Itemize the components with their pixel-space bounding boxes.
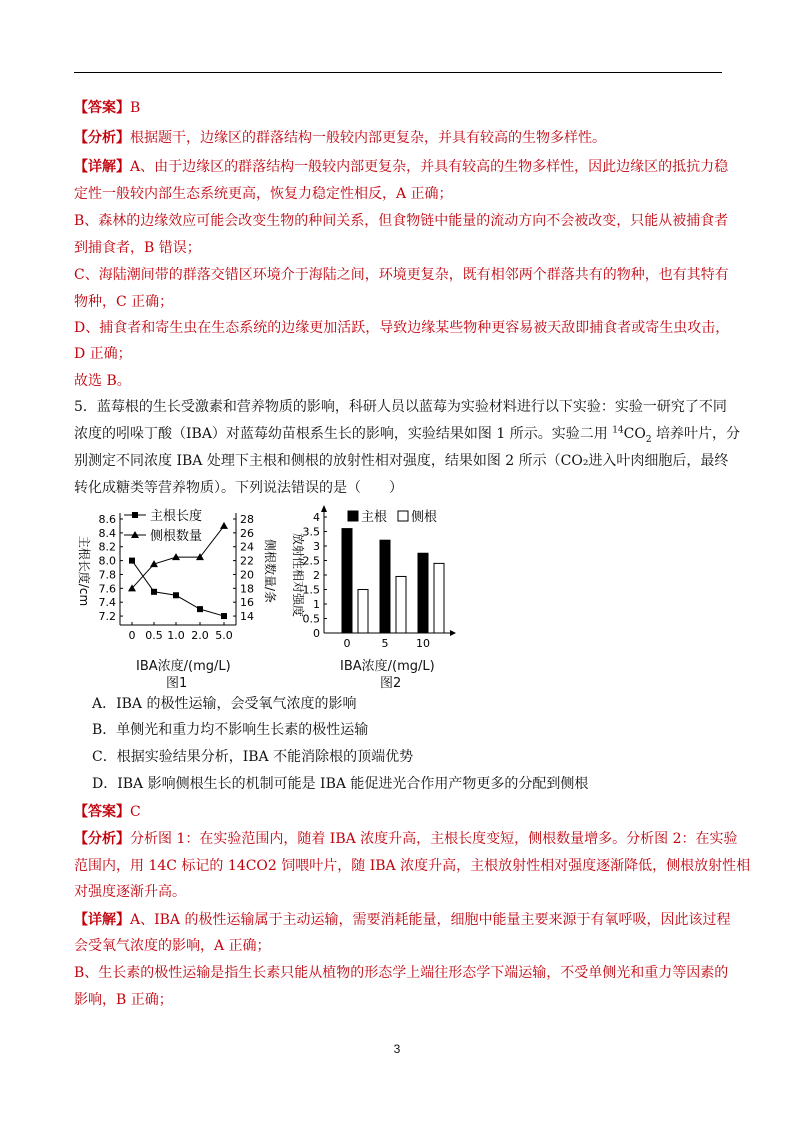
fig2-y-tick-label: 2.5 <box>302 554 320 568</box>
fig2-y-tick-label: 0 <box>313 627 320 640</box>
figure-2-caption: 图2 <box>380 676 402 691</box>
fig1-right-tick-label: 14 <box>240 610 254 624</box>
fig2-x-tick-label: 0 <box>343 637 351 650</box>
fig1-left-tick-label: 8.6 <box>98 513 116 526</box>
option-a: A．IBA 的极性运输，会受氧气浓度的影响 <box>92 696 357 712</box>
fig1-x-tick-label: 1.0 <box>167 629 185 642</box>
fig1-x-tick-label: 0 <box>128 629 136 642</box>
header-rule <box>74 72 722 73</box>
fig1-left-tick-label: 8.0 <box>98 554 116 568</box>
fig2-bar-main-root <box>342 529 352 633</box>
fig1-right-tick-label: 24 <box>240 540 254 554</box>
answer-tag: 【答案】 <box>74 100 130 116</box>
fig2-legend-swatch-main <box>348 511 358 521</box>
q4-detail-line-8: 故选 B。 <box>74 373 131 389</box>
fig2-y-tick-label: 4 <box>313 511 320 524</box>
q4-detail-line-4: C、海陆潮间带的群落交错区环境介于海陆之间，环境更复杂，既有相邻两个群落共有的物种，也有其特有 <box>74 267 729 283</box>
fig1-x-tick-label: 0.5 <box>145 629 163 642</box>
q5-detail-line-3: 影响，B 正确； <box>74 992 173 1008</box>
fig1-right-tick-label: 22 <box>240 554 254 568</box>
figure-2-bar-chart <box>282 505 462 657</box>
fig2-y-axis-title: 放射性相对强度 <box>291 532 305 618</box>
fig1-left-axis-title: 主根长度/cm <box>77 535 91 607</box>
q5-stem-line-4: 转化成糖类等营养物质）。下列说法错误的是（ ） <box>74 480 403 496</box>
fig1-x-tick-label: 5.0 <box>215 629 233 642</box>
fig1-right-tick-label: 18 <box>240 582 254 596</box>
fig1-point-lateral-root <box>220 522 228 529</box>
q5-stem-line-2: 浓度的吲哚丁酸（IBA）对蓝莓幼苗根系生长的影响，实验结果如图 1 所示。实验二用 $^{14}CO_2$ 培养叶片，分 <box>74 425 741 445</box>
fig2-y-axis-arrow <box>321 505 327 512</box>
option-d: D．IBA 影响侧根生长的机制可能是 IBA 能促进光合作用产物更多的分配到侧根 <box>92 776 589 792</box>
q4-detail-line-7: D 正确； <box>74 346 132 362</box>
fig1-x-tick-label: 2.0 <box>191 629 209 642</box>
analysis-text: 根据题干，边缘区的群落结构一般较内部更复杂，并具有较高的生物多样性。 <box>130 130 606 146</box>
fig2-y-tick-label: 3.5 <box>302 525 320 539</box>
q5-detail-line-1: 会受氧气浓度的影响，A 正确； <box>74 938 271 954</box>
fig2-x-axis-arrow <box>450 630 456 636</box>
fig2-y-tick-label: 1.5 <box>302 583 320 597</box>
q4-detail-line-5: 物种，C 正确； <box>74 294 174 310</box>
fig1-left-tick-label: 8.4 <box>98 526 116 540</box>
fig1-series-main-root-line <box>132 561 224 616</box>
option-b: B．单侧光和重力均不影响生长素的极性运输 <box>92 722 369 738</box>
fig2-bar-main-root <box>418 553 428 633</box>
q5-analysis-line-2: 对强度逐渐升高。 <box>74 884 186 900</box>
q4-answer-line <box>74 98 722 118</box>
q4-detail-line-1: 定性一般较内部生态系统更高，恢复力稳定性相反，A 正确； <box>74 186 453 202</box>
figure-1-caption: 图1 <box>166 676 188 691</box>
q4-detail-line-6: D、捕食者和寄生虫在生态系统的边缘更加活跃，导致边缘某些物种更容易被天敌即捕食者或寄生虫攻击， <box>74 320 730 336</box>
fig2-y-tick-label: 1 <box>313 598 320 611</box>
q5-stem-line-3: 别测定不同浓度 IBA 处理下主根和侧根的放射性相对强度，结果如图 2 所示（CO₂进入叶肉细胞后，最终 <box>74 453 729 469</box>
fig1-left-tick-label: 7.2 <box>98 610 116 624</box>
figure-1-xlabel: IBA浓度/(mg/L) <box>136 659 231 674</box>
fig1-legend-label-lateral: 侧根数量 <box>150 529 203 544</box>
fig1-point-main-root <box>151 589 157 595</box>
q4-detail-line-2: B、森林的边缘效应可能会改变生物的种间关系，但食物链中能量的流动方向不会被改变，只能从被捕食者 <box>74 213 729 229</box>
q5-detail-line-2: B、生长素的极性运输是指生长素只能从植物的形态学上端往形态学下端运输，不受单侧光和重力等因素的 <box>74 965 729 981</box>
detail-tag: 【详解】 <box>74 159 130 175</box>
q4-detail-line-0: 【详解】A、由于边缘区的群落结构一般较内部更复杂，并具有较高的生物多样性，因此边缘区的抵抗力稳 <box>74 159 729 175</box>
fig1-point-main-root <box>173 592 179 598</box>
fig2-y-tick-label: 3 <box>313 540 320 553</box>
fig1-point-main-root <box>129 558 135 564</box>
fig1-right-axis-title: 侧根数量/条 <box>263 538 277 604</box>
fig2-y-tick-label: 2 <box>313 569 320 582</box>
fig1-point-main-root <box>197 606 203 612</box>
q5-analysis-line-0: 【分析】分析图 1：在实验范围内，随着 IBA 浓度升高，主根长度变短，侧根数量增多。分析图 2：在实验 <box>74 831 738 847</box>
option-c: C．根据实验结果分析，IBA 不能消除根的顶端优势 <box>92 749 414 765</box>
fig1-right-tick-label: 16 <box>240 596 254 610</box>
fig2-bar-lateral-root <box>434 563 444 633</box>
answer-value: B <box>130 100 141 116</box>
q5-detail-line-0: 【详解】A、IBA 的极性运输属于主动运输，需要消耗能量，细胞中能量主要来源于有氧呼吸，因此该过程 <box>74 912 731 928</box>
fig2-x-tick-label: 10 <box>416 637 430 650</box>
page-number: 3 <box>393 1042 401 1056</box>
fig1-right-tick-label: 20 <box>240 568 254 582</box>
fig1-left-tick-label: 8.2 <box>98 540 116 554</box>
q4-analysis-line <box>74 128 722 148</box>
fig1-right-tick-label: 28 <box>240 513 254 526</box>
fig1-legend-marker-main <box>132 512 138 518</box>
fig2-legend-swatch-lateral <box>398 511 408 521</box>
fig2-legend-label-lateral: 侧根 <box>411 510 438 525</box>
fig2-x-tick-label: 5 <box>381 637 389 650</box>
fig1-legend-label-main: 主根长度 <box>150 509 203 524</box>
fig1-left-tick-label: 7.4 <box>98 596 116 610</box>
q5-answer-line: 【答案】C <box>74 804 141 820</box>
analysis-tag: 【分析】 <box>74 130 130 146</box>
fig2-bar-main-root <box>380 540 390 633</box>
fig2-bar-lateral-root <box>396 576 406 633</box>
figure-1-line-chart <box>74 505 277 657</box>
figure-2-xlabel: IBA浓度/(mg/L) <box>340 659 435 674</box>
fig2-legend-label-main: 主根 <box>361 510 388 525</box>
fig2-bar-lateral-root <box>358 590 368 634</box>
q5-analysis-line-1: 范围内，用 14C 标记的 14CO2 饲喂叶片，随 IBA 浓度升高，主根放射性相对强度逐渐降低，侧根放射性相 <box>74 858 751 874</box>
q5-stem-line-1: 5．蓝莓根的生长受激素和营养物质的影响，科研人员以蓝莓为实验材料进行以下实验：实验一研究了不同 <box>74 399 727 415</box>
fig1-point-main-root <box>221 613 227 619</box>
q4-detail-line-3: 到捕食者，B 错误； <box>74 240 201 256</box>
fig2-y-tick-label: 0.5 <box>302 612 320 626</box>
fig1-left-tick-label: 7.8 <box>98 568 116 582</box>
fig1-left-tick-label: 7.6 <box>98 582 116 596</box>
fig1-right-tick-label: 26 <box>240 526 254 540</box>
